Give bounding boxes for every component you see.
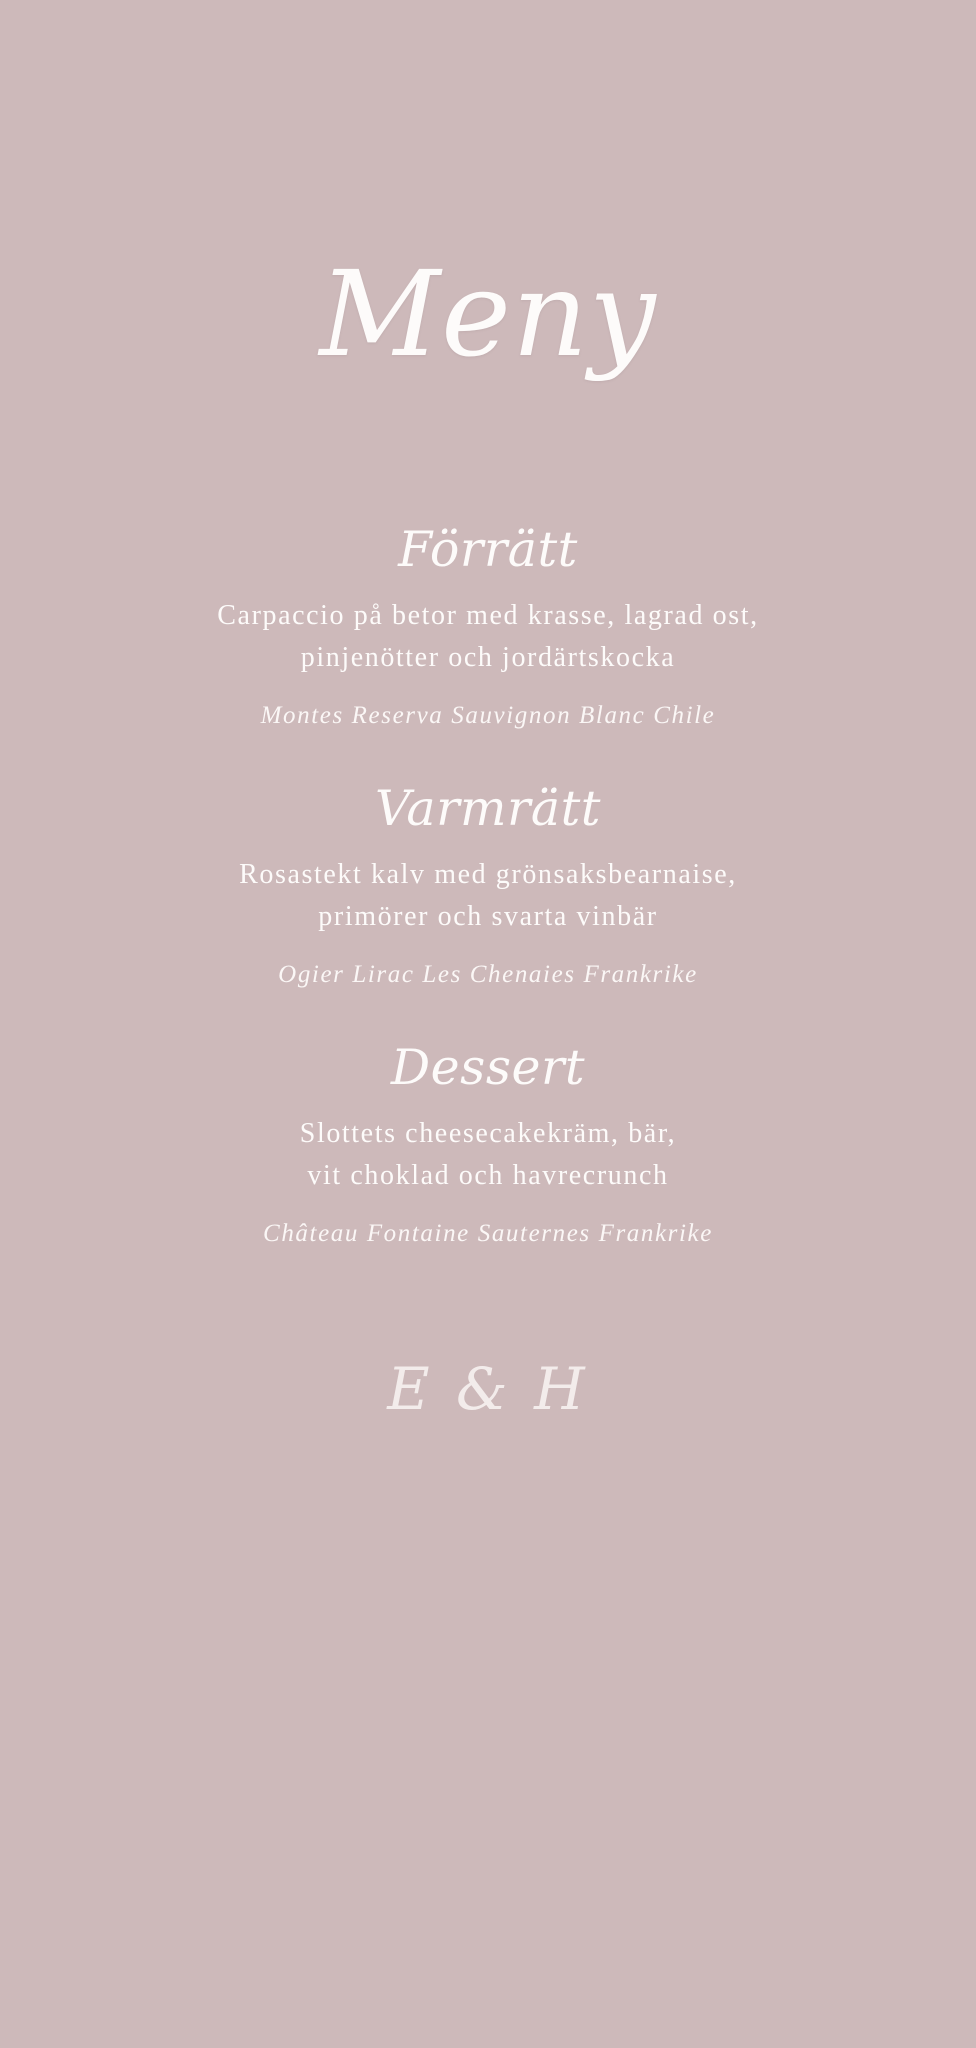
course-heading: Varmrätt [374,779,601,837]
course-description [217,595,758,680]
course-description-line: pinjenötter och jordärtskocka [300,642,676,674]
course-description-line: Rosastekt kalv med grönsaksbearnaise, [239,858,737,890]
course-dessert [0,1038,976,1248]
course-heading: Förrätt [398,521,578,578]
course-list [0,523,976,1248]
course-description-line: Slottets cheesecakekräm, bär, [299,1117,677,1149]
course-wine-pairing: Château Fontaine Sauternes Frankrike [263,1219,713,1247]
course-description [300,1113,676,1198]
course-description-line: Carpaccio på betor med krasse, lagrad ost, [217,599,759,631]
course-description [239,854,737,939]
course-wine-pairing: Ogier Lirac Les Chenaies Frankrike [278,960,698,988]
course-wine-pairing: Montes Reserva Sauvignon Blanc Chile [260,701,716,729]
course-description-line: primörer och svarta vinbär [318,901,658,933]
course-description-line: vit choklad och havrecrunch [307,1160,669,1192]
course-main [0,779,976,989]
course-heading: Dessert [390,1038,586,1096]
page-title: Meny [319,245,657,383]
course-starter [0,523,976,730]
monogram: E & H [387,1355,589,1423]
